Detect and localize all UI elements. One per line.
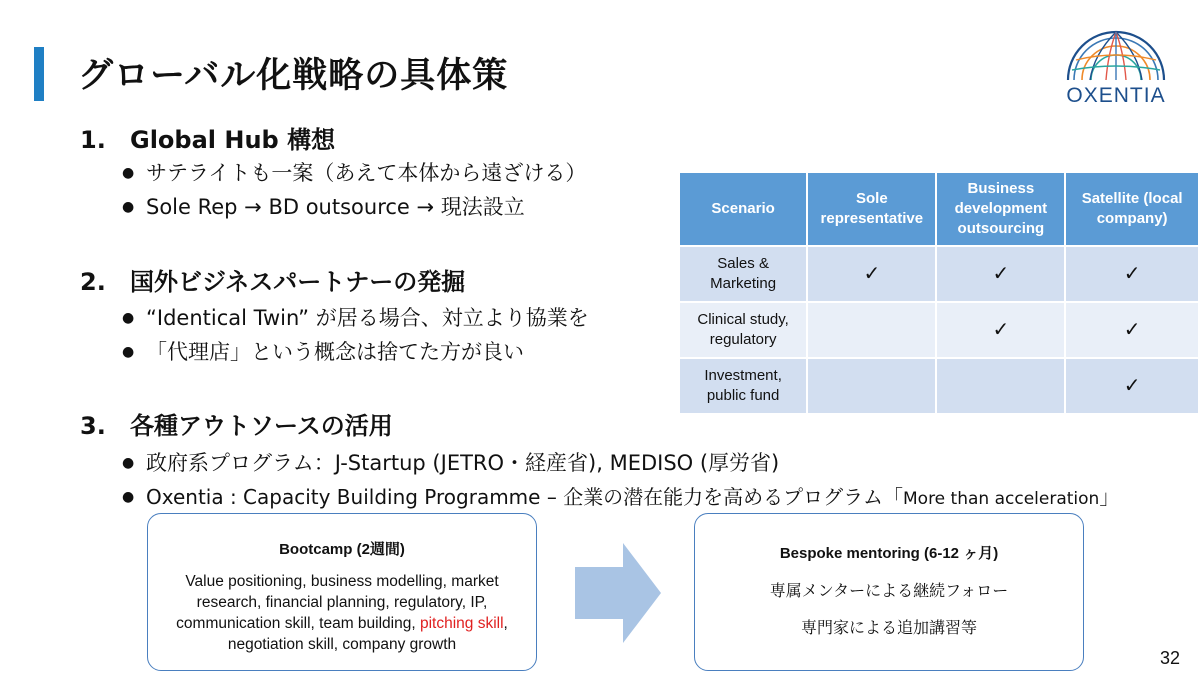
- bullet-item: [122, 447, 779, 477]
- bullet-dot-icon: ●: [122, 310, 135, 326]
- row-label: Investment, public fund: [679, 358, 807, 414]
- check-cell: ✓: [1065, 358, 1199, 414]
- oxentia-logo: [1060, 24, 1172, 114]
- check-cell: [807, 358, 936, 414]
- bullet-text: 「代理店」という概念は捨てた方が良い: [146, 340, 524, 364]
- check-cell: [807, 302, 936, 358]
- section-title: Global Hub 構想: [130, 126, 336, 154]
- bullet-text-close: 」: [1099, 485, 1120, 509]
- mentoring-box: [694, 513, 1084, 671]
- section-number: 3.: [80, 412, 106, 440]
- section-number: 1.: [80, 126, 106, 154]
- mentoring-line: 専属メンターによる継続フォロー: [769, 583, 1009, 600]
- check-cell: [936, 358, 1065, 414]
- section-title: 国外ビジネスパートナーの発掘: [130, 268, 466, 296]
- section-title: 各種アウトソースの活用: [130, 412, 393, 440]
- check-cell: ✓: [1065, 246, 1199, 302]
- check-cell: ✓: [936, 246, 1065, 302]
- section-2-heading: [80, 262, 465, 297]
- table-row: [679, 302, 1199, 358]
- mentoring-line: 専門家による追加講習等: [800, 620, 977, 637]
- table-header-cell: Scenario: [679, 172, 807, 246]
- scenario-table: [678, 171, 1200, 415]
- table-row: [679, 358, 1199, 414]
- title-accent-bar: [34, 47, 44, 101]
- check-cell: ✓: [936, 302, 1065, 358]
- check-cell: ✓: [1065, 302, 1199, 358]
- bootcamp-box: [147, 513, 537, 671]
- bullet-text: Oxentia : Capacity Building Programme – 企業の潜在能力を高めるプログラム「: [146, 485, 903, 509]
- bullet-dot-icon: ●: [122, 199, 135, 215]
- bullet-item: [122, 302, 589, 332]
- bullet-dot-icon: ●: [122, 489, 135, 505]
- bullet-text: “Identical Twin” が居る場合、対立より協業を: [146, 306, 589, 330]
- bootcamp-title: Bootcamp (2週間): [279, 541, 405, 558]
- bullet-dot-icon: ●: [122, 165, 135, 181]
- table-row: [679, 246, 1199, 302]
- bullet-text-small: More than acceleration: [903, 489, 1100, 509]
- bullet-item: [122, 157, 586, 187]
- bullet-text: Sole Rep → BD outsource → 現法設立: [146, 195, 525, 219]
- table-header-row: [679, 172, 1199, 246]
- bullet-text: 政府系プログラム：J-Startup (JETRO・経産省), MEDISO (厚労省): [146, 451, 780, 475]
- check-cell: ✓: [807, 246, 936, 302]
- page-number: 32: [1160, 648, 1181, 668]
- section-1-heading: [80, 120, 335, 155]
- bootcamp-text: Value positioning, business modelling, market research, financial planning, regulatory, IP, communication skill, team building,: [176, 573, 499, 632]
- bullet-dot-icon: ●: [122, 344, 135, 360]
- bootcamp-text-end: , negotiation skill, company growth: [227, 615, 508, 653]
- table-header-cell: Business development outsourcing: [936, 172, 1065, 246]
- globe-logo-icon: [1064, 24, 1168, 82]
- table-header-cell: Sole representative: [807, 172, 936, 246]
- bullet-dot-icon: ●: [122, 455, 135, 471]
- bullet-text: サテライトも一案（あえて本体から遠ざける）: [146, 161, 587, 185]
- bootcamp-highlight: pitching skill: [419, 615, 504, 632]
- bullet-item: [122, 191, 525, 221]
- section-number: 2.: [80, 268, 106, 296]
- mentoring-title: Bespoke mentoring (6-12 ヶ月): [779, 545, 999, 562]
- right-arrow-icon: [575, 543, 661, 643]
- row-label: Clinical study, regulatory: [679, 302, 807, 358]
- row-label: Sales & Marketing: [679, 246, 807, 302]
- slide-title: グローバル化戦略の具体策: [78, 56, 509, 96]
- section-3-heading: [80, 406, 393, 441]
- bullet-item: [122, 336, 524, 366]
- logo-text: OXENTIA: [1066, 84, 1166, 107]
- table-header-cell: Satellite (local company): [1065, 172, 1199, 246]
- bootcamp-body: [162, 571, 522, 655]
- bullet-item: [122, 481, 1119, 510]
